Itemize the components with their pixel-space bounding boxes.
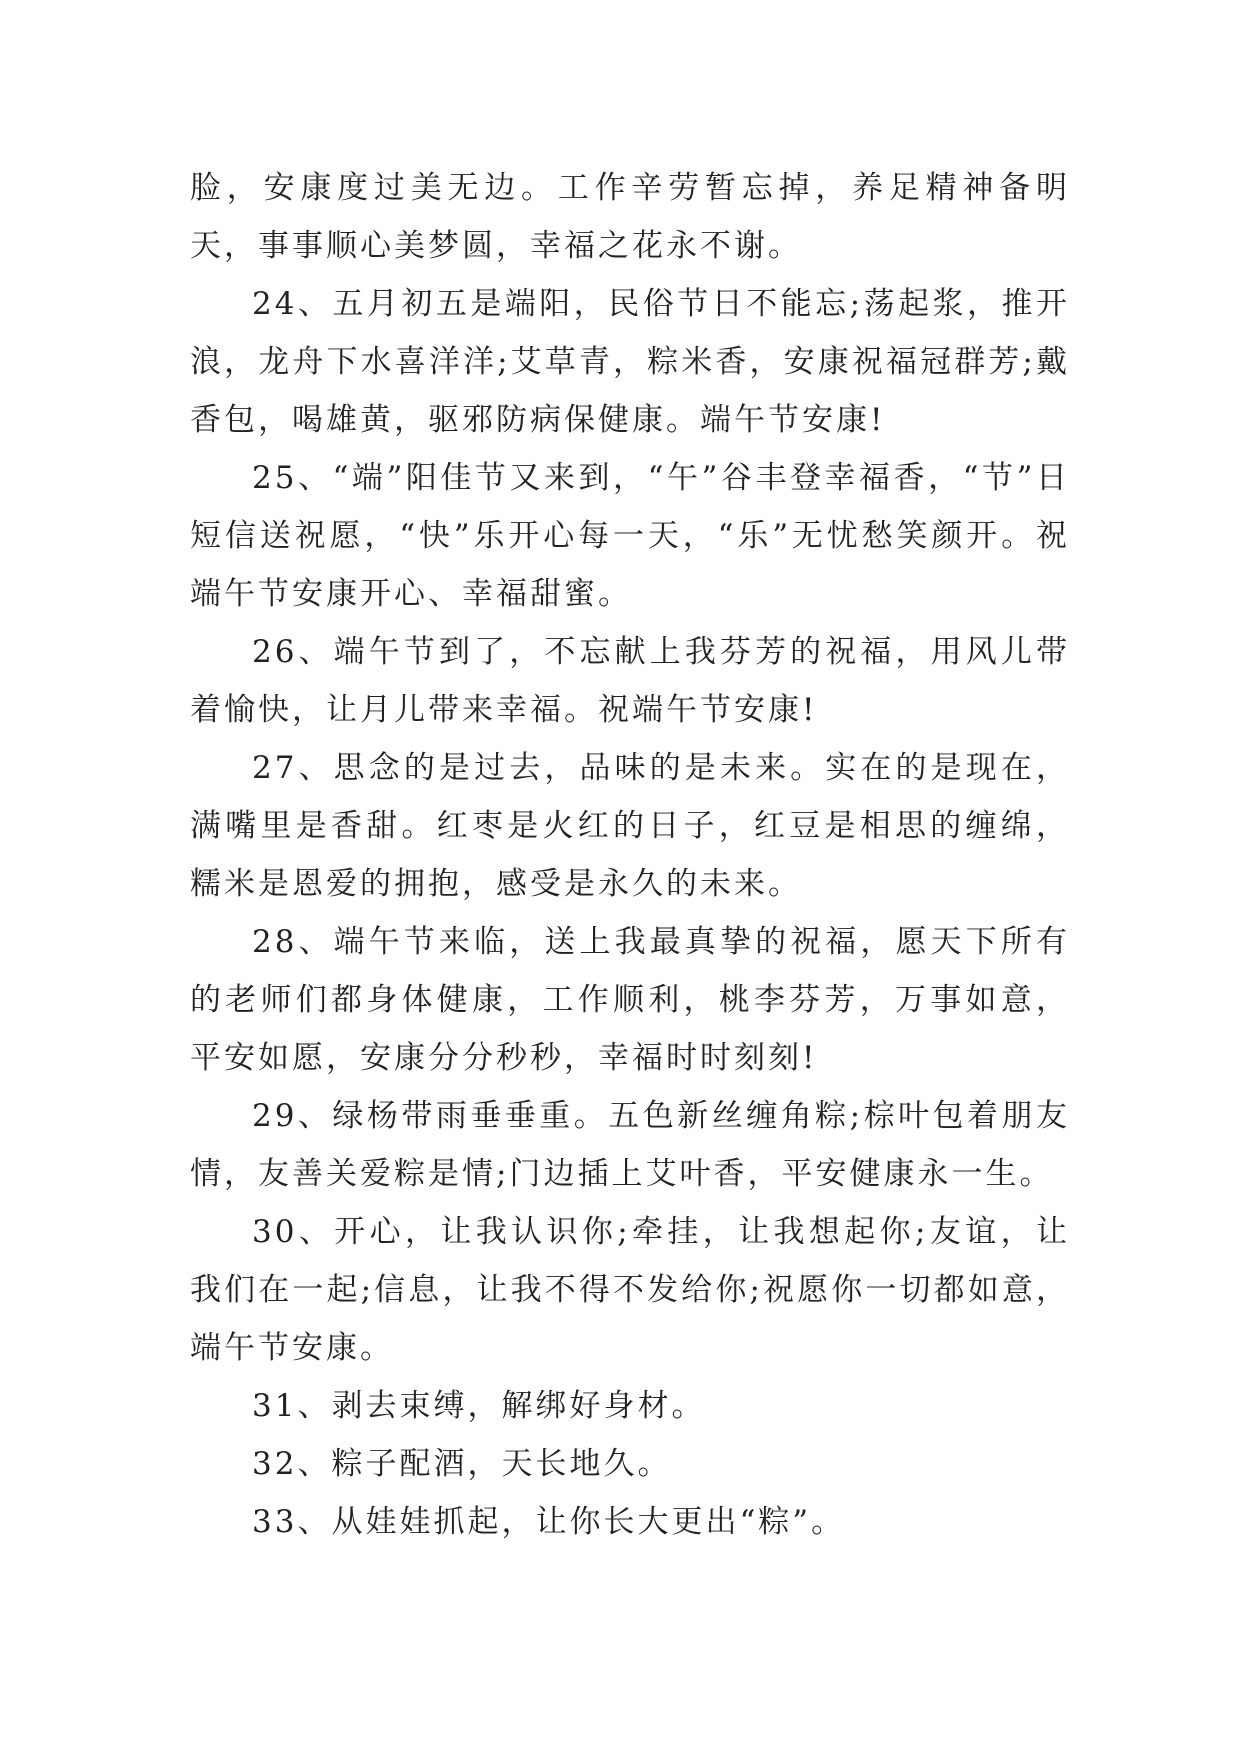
paragraph-30: 30、开心，让我认识你;牵挂，让我想起你;友谊，让我们在一起;信息，让我不得不发给你;祝愿你一切都如意，端午节安康。 (190, 1214, 1070, 1366)
paragraph-27: 27、思念的是过去，品味的是未来。实在的是现在，满嘴里是香甜。红枣是火红的日子，红豆是相思的缠绵，糯米是恩爱的拥抱，感受是永久的未来。 (190, 750, 1070, 902)
document-body (190, 159, 1070, 1551)
paragraph-continued: 脸，安康度过美无边。工作辛劳暂忘掉，养足精神备明天，事事顺心美梦圆，幸福之花永不谢。 (190, 170, 1070, 264)
paragraph-33: 33、从娃娃抓起，让你长大更出“粽”。 (252, 1504, 846, 1540)
paragraph-26: 26、端午节到了，不忘献上我芬芳的祝福，用风儿带着愉快，让月儿带来幸福。祝端午节安康! (190, 634, 1070, 728)
paragraph-24: 24、五月初五是端阳，民俗节日不能忘;荡起浆，推开浪，龙舟下水喜洋洋;艾草青，粽米香，安康祝福冠群芳;戴香包，喝雄黄，驱邪防病保健康。端午节安康! (190, 286, 1070, 438)
paragraph-32: 32、粽子配酒，天长地久。 (252, 1446, 672, 1482)
paragraph-25: 25、“端”阳佳节又来到，“午”谷丰登幸福香，“节”日短信送祝愿，“快”乐开心每一天，“乐”无忧愁笑颜开。祝端午节安康开心、幸福甜蜜。 (190, 460, 1070, 612)
paragraph-28: 28、端午节来临，送上我最真挚的祝福，愿天下所有的老师们都身体健康，工作顺利，桃李芬芳，万事如意，平安如愿，安康分分秒秒，幸福时时刻刻! (190, 924, 1070, 1076)
paragraph-31: 31、剥去束缚，解绑好身材。 (252, 1388, 706, 1424)
paragraph-29: 29、绿杨带雨垂垂重。五色新丝缠角粽;棕叶包着朋友情，友善关爱粽是情;门边插上艾叶香，平安健康永一生。 (190, 1098, 1070, 1192)
